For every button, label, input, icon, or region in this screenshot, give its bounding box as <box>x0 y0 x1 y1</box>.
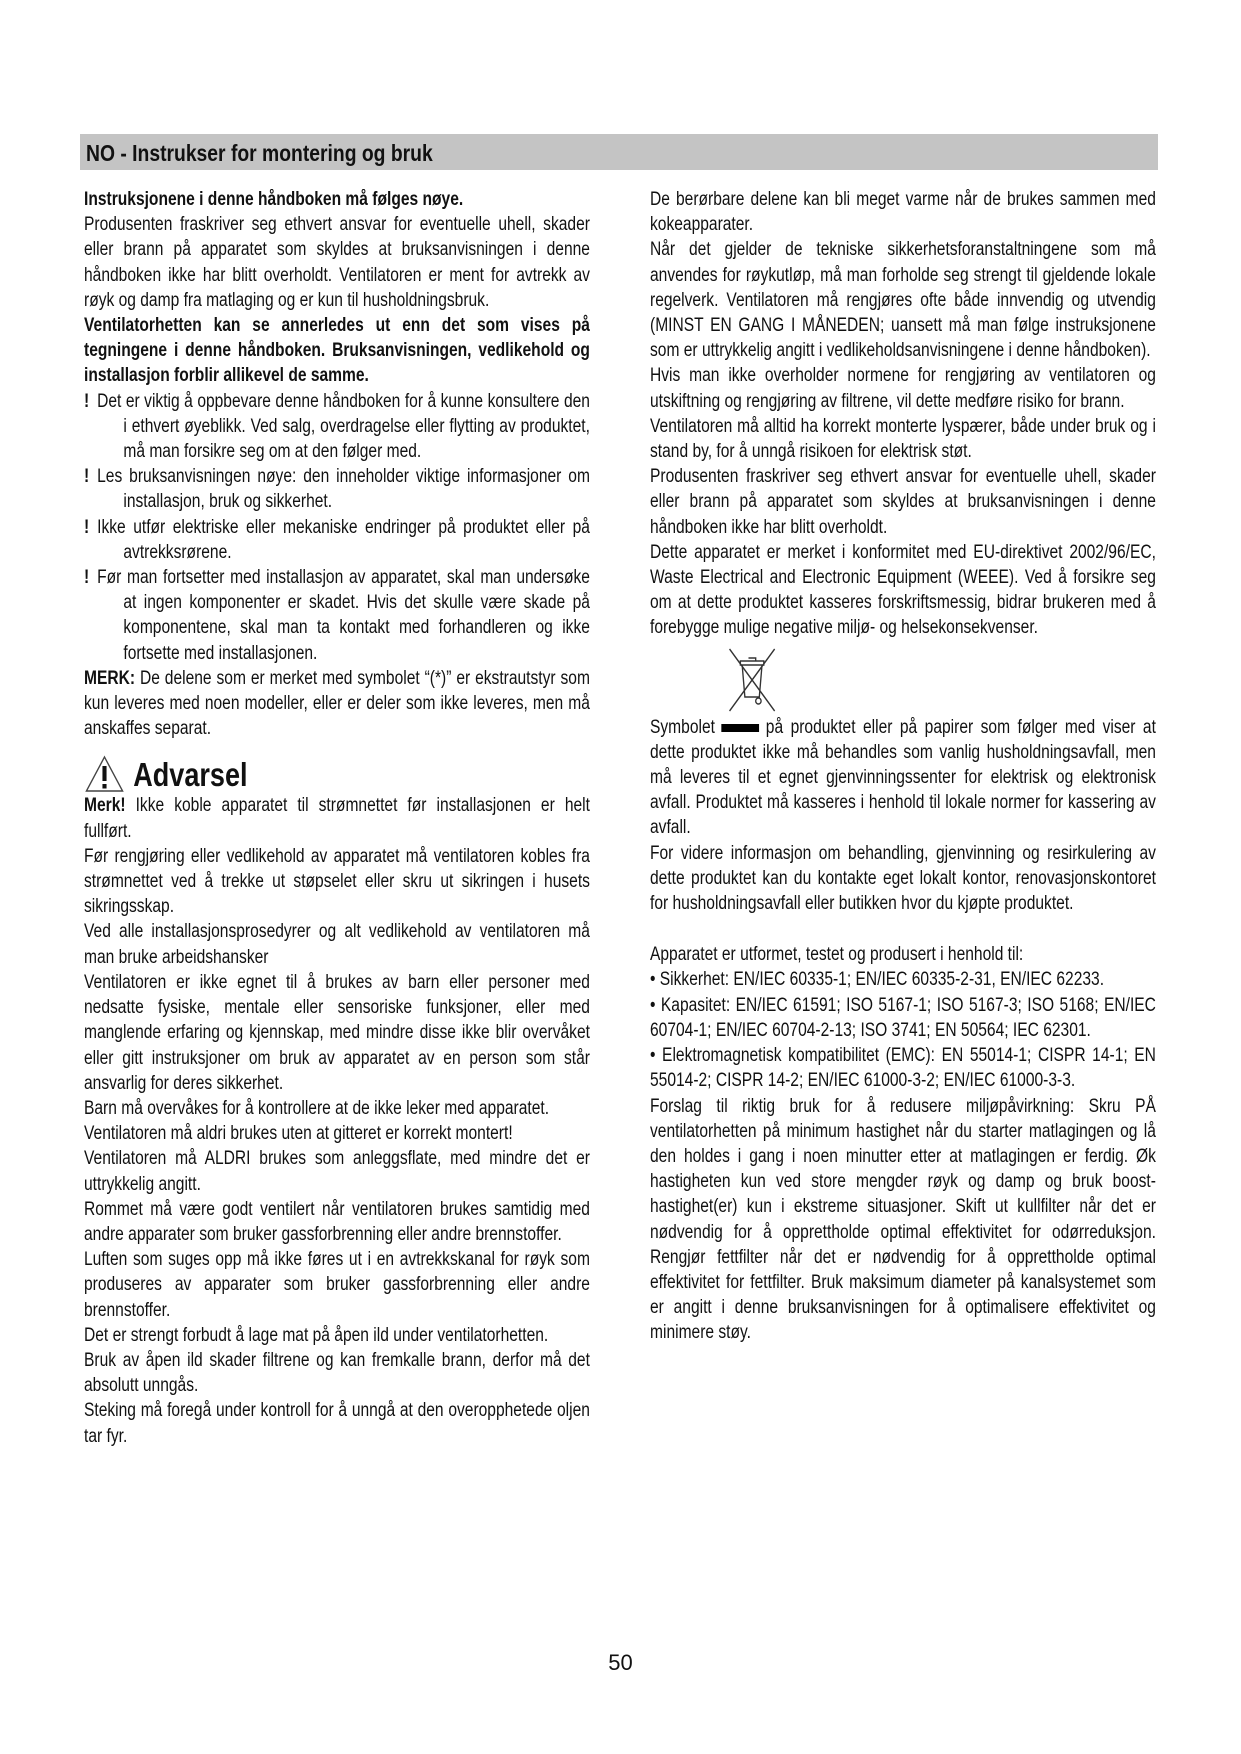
bold-note: Ventilatorhetten kan se annerledes ut enn det som vises på tegningene i denne håndboken. Bruksanvisningen, vedlikehold og installasjon forblir allikevel de samme. <box>84 315 590 387</box>
paragraph: Ventilatoren er ikke egnet til å brukes av barn eller personer med nedsatte fysiske, mentale eller sensoriske funksjoner, eller med manglende erfaring og kjennskap, med mindre disse ikke blir overvåket eller gitt instruksjoner om bruk av apparatet av en person som står ansvarlig for deres sikkerhet. <box>84 971 590 1094</box>
paragraph: Luften som suges opp må ikke føres ut i en avtrekkskanal for røyk som produseres av apparater som bruker gassforbrenning eller andre brennstoffer. <box>84 1249 590 1321</box>
symbol-paragraph: Symbolet på produktet eller på papirer som følger med viser at dette produktet ikke må behandles som vanlig husholdningsavfall, men må leveres til et egnet gjenvinningssenter for elektrisk og elektronisk avfall. Produktet må kasseres i henhold til lokale normer for kassering av avfall. <box>650 716 1156 839</box>
paragraph: Før rengjøring eller vedlikehold av apparatet må ventilatoren kobles fra strømnettet ved å trekke ut støpselet eller skru ut sikringen i husets sikringsskap. <box>84 845 590 918</box>
bullet-item: ! Det er viktig å oppbevare denne håndboken for å kunne konsultere den i ethvert øyeblikk. Ved salg, overdragelse eller flytting av produktet, må man forsikre seg om at den følger med. <box>84 390 590 463</box>
section-header <box>80 134 1158 170</box>
paragraph: Produsenten fraskriver seg ethvert ansvar for eventuelle uhell, skader eller brann på apparatet som skyldes at bruksanvisningen i denne håndboken ikke har blitt overholdt. <box>650 466 1156 538</box>
crossed-bin-icon <box>721 645 784 715</box>
paragraph: Ventilatoren må aldri brukes uten at gitteret er korrekt montert! <box>84 1123 513 1145</box>
paragraph: Hvis man ikke overholder normene for rengjøring av ventilatoren og utskiftning og rengjøring av filtrene, vil dette medføre risiko for brann. <box>650 365 1156 412</box>
bullet-item: ! Les bruksanvisningen nøye: den inneholder viktige informasjoner om installasjon, bruk og sikkerhet. <box>84 466 590 513</box>
bullet-item: ! Ikke utfør elektriske eller mekaniske endringer på produktet eller på avtrekksrørene. <box>84 516 590 563</box>
intro-text: Produsenten fraskriver seg ethvert ansvar for eventuelle uhell, skader eller brann på apparatet som skyldes at bruksanvisningen i denne håndboken ikke har blitt overholdt. Ventilatoren er ment for avtrekk av røyk og damp fra matlaging og er kun til husholdningsbruk. <box>84 214 590 311</box>
standards-intro: Apparatet er utformet, testet og produsert i henhold til: <box>650 944 1024 966</box>
paragraph: Forslag til riktig bruk for å redusere miljøpåvirkning: Skru PÅ ventilatorhetten på minimum hastighet når du starter matlagingen og lå den holdes i gang i noen minutter etter at matlagingen er ferdig. Øk hastigheten kun ved store mengder røyk og damp og bruk boost-hastighet(er) kun i ekstreme situasjoner. Skift ut kullfilter når det er nødvendig for å opprettholde optimal effektivitet for odørreduksjon. Rengjør fettfilter når det er nødvendig for å opprettholde optimal effektivitet for fettfilter. Bruk maksimum diameter på kanalsystemet som er angitt i denne bruksanvisningen for å optimalisere effektivitet og minimere støy. <box>650 1095 1156 1344</box>
paragraph: Ventilatoren må alltid ha korrekt monterte lyspærer, både under bruk og i stand by, for å unngå risikoen for elektrisk støt. <box>650 415 1156 463</box>
bullet-item: ! Før man fortsetter med installasjon av apparatet, skal man undersøke at ingen komponenter er skadet. Hvis det skulle være skade på komponentene, skal man ta kontakt med forhandleren og ikke fortsette med installasjonen. <box>84 567 590 664</box>
exclamation-icon: ! <box>84 390 90 412</box>
standard-item: • Sikkerhet: EN/IEC 60335-1; EN/IEC 60335-2-31, EN/IEC 62233. <box>650 969 1105 991</box>
paragraph: Bruk av åpen ild skader filtrene og kan fremkalle brann, derfor må det absolutt unngås. <box>84 1349 590 1397</box>
merk-note-2: Merk! Ikke koble apparatet til strømnettet før installasjonen er helt fullført. <box>84 795 590 842</box>
warning-triangle-icon <box>84 754 125 794</box>
warning-heading <box>84 755 590 793</box>
paragraph: Rommet må være godt ventilert når ventilatoren brukes samtidig med andre apparater som bruker gassforbrenning eller andre brennstoffer. <box>84 1198 590 1245</box>
paragraph: For videre informasjon om behandling, gjenvinning og resirkulering av dette produktet kan du kontakte eget lokalt kontor, renovasjonskontoret for husholdningsavfall eller butikken hvor du kjøpte produktet. <box>650 842 1156 915</box>
left-column <box>84 187 590 1449</box>
paragraph: Når det gjelder de tekniske sikkerhetsforanstaltningene som må anvendes for røykutløp, må man forholde seg strengt til gjeldende lokale regelverk. Ventilatoren må rengjøres ofte både innvendig og utvendig (MINST EN GANG I MÅNEDEN; uansett må man følge instruksjonene som er uttrykkelig angitt i vedlikeholdsanvisningene i denne håndboken). <box>650 239 1156 362</box>
weee-symbol <box>650 645 1156 715</box>
paragraph: Det er strengt forbudt å lage mat på åpen ild under ventilatorhetten. <box>84 1324 549 1346</box>
exclamation-icon: ! <box>84 567 90 589</box>
page-number: 50 <box>608 1650 633 1675</box>
paragraph: Barn må overvåkes for å kontrollere at de ikke leker med apparatet. <box>84 1097 550 1119</box>
exclamation-icon: ! <box>84 466 90 488</box>
right-column <box>650 187 1156 1346</box>
paragraph: Dette apparatet er merket i konformitet med EU-direktivet 2002/96/EC, Waste Electrical and Electronic Equipment (WEEE). Ved å forsikre seg om at dette produktet kasseres forskriftsmessig, bidrar brukeren med å forebygge mulige negative miljø- og helsekonsekvenser. <box>650 541 1156 639</box>
paragraph: De berørbare delene kan bli meget varme når de brukes sammen med kokeapparater. <box>650 189 1156 236</box>
standard-item: • Kapasitet: EN/IEC 61591; ISO 5167-1; ISO 5167-3; ISO 5168; EN/IEC 60704-1; EN/IEC 60704-2-13; ISO 3741; EN 50564; IEC 62301. <box>650 994 1156 1041</box>
intro-bold: Instruksjonene i denne håndboken må følges nøye. <box>84 189 464 210</box>
paragraph: Steking må foregå under kontroll for å unngå at den overopphetede oljen tar fyr. <box>84 1400 590 1447</box>
black-bar-symbol <box>722 724 760 732</box>
section-title: NO - Instrukser for montering og bruk <box>86 140 433 166</box>
exclamation-icon: ! <box>84 516 90 538</box>
merk-note: MERK: De delene som er merket med symbolet “(*)” er ekstrautstyr som kun leveres med noen modeller, eller er deler som ikke leveres, men må anskaffes separat. <box>84 667 590 740</box>
paragraph: Ventilatoren må ALDRI brukes som anleggsflate, med mindre det er uttrykkelig angitt. <box>84 1148 590 1195</box>
paragraph: Ved alle installasjonsprosedyrer og alt vedlikehold av ventilatoren må man bruke arbeidshansker <box>84 921 590 968</box>
standard-item: • Elektromagnetisk kompatibilitet (EMC): EN 55014-1; CISPR 14-1; EN 55014-2; CISPR 14-2; EN/IEC 61000-3-2; EN/IEC 61000-3-3. <box>650 1045 1156 1092</box>
warning-title: Advarsel <box>133 755 248 793</box>
